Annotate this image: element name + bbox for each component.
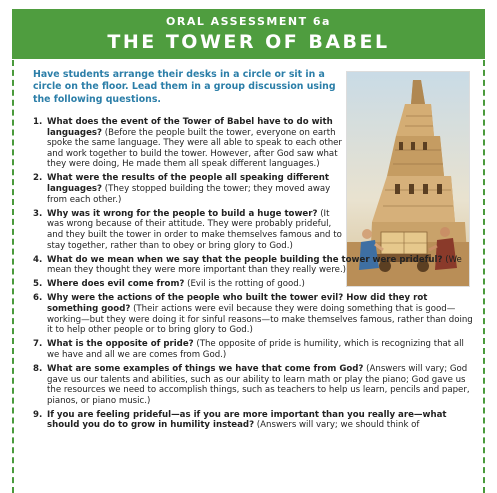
- question-number: 5.: [33, 279, 43, 290]
- question-item: [33, 279, 473, 290]
- header-banner: [12, 9, 485, 59]
- answer-text: (We mean they thought they were more important than they really were.): [47, 254, 462, 276]
- question-item: [33, 209, 347, 251]
- question-number: 4.: [33, 254, 43, 265]
- question-item: [33, 293, 473, 335]
- question-number: 1.: [33, 117, 43, 127]
- question-item: [33, 117, 347, 170]
- question-number: 7.: [33, 339, 43, 350]
- question-item: [33, 364, 473, 406]
- discussion-questions: [33, 117, 473, 435]
- answer-text: (Answers will vary; we should think of: [254, 420, 420, 431]
- question-text: What are some examples of things we have that come from God?: [47, 363, 364, 374]
- question-text: Where does evil come from?: [47, 279, 185, 290]
- right-dashed-border: [483, 60, 485, 493]
- answer-text: (Answers will vary; God gave us our talents and abilities, such as our ability to learn math or play the piano; God gave us the resources we need to accomplish things, such as teachers to help us learn, pencils and paper, pianos, or piano music.): [47, 363, 470, 406]
- assessment-subtitle: ORAL ASSESSMENT 6a: [166, 15, 331, 28]
- teacher-instructions: Have students arrange their desks in a circle or sit in a circle on the floor. Lead them in a group discussion using the following questions.: [33, 69, 336, 105]
- question-text: Why were the actions of the people who built the tower evil? How did they rot something good?: [47, 293, 428, 314]
- question-number: 9.: [33, 409, 43, 420]
- question-item: [33, 255, 473, 276]
- answer-text: (Their actions were evil because they were doing something that is good—working—but they were doing it for sinful reasons—to make themselves famous, rather than doing it to help other people or to bring glory to God.): [47, 304, 473, 336]
- question-item: [33, 173, 347, 205]
- question-text: Why was it wrong for the people to build a huge tower?: [47, 208, 318, 219]
- question-text: What does the event of the Tower of Babel have to do with languages?: [47, 117, 333, 138]
- page-title: THE TOWER OF BABEL: [107, 31, 390, 53]
- question-item: [33, 410, 473, 431]
- question-text: What do we mean when we say that the people building the tower were prideful?: [47, 254, 443, 265]
- answer-text: (The opposite of pride is humility, which is recognizing that all we have and all we are comes from God.): [47, 339, 464, 360]
- question-number: 8.: [33, 363, 43, 374]
- question-text: If you are feeling prideful—as if you are more important than you really are—what should you do to grow in humility instead?: [47, 409, 447, 431]
- left-dashed-border: [12, 60, 14, 493]
- answer-text: (Before the people built the tower, everyone on earth spoke the same language. They were all able to speak to each other and work together to build the tower. However, after God saw what they were doing, He made them all speak different languages.): [47, 127, 342, 170]
- answer-text: (It was wrong because of their attitude. They were probably prideful, and they built the tower in order to make themselves famous and to stay together, rather than to obey or bring glory to God.): [47, 208, 342, 251]
- answer-text: (They stopped building the tower; they moved away from each other.): [47, 184, 331, 205]
- answer-text: (Evil is the rotting of good.): [184, 279, 305, 290]
- question-number: 6.: [33, 293, 43, 304]
- question-number: 3.: [33, 208, 43, 219]
- question-text: What is the opposite of pride?: [47, 339, 194, 350]
- question-number: 2.: [33, 173, 43, 184]
- question-item: [33, 339, 473, 360]
- question-text: What were the results of the people all speaking different languages?: [47, 173, 329, 195]
